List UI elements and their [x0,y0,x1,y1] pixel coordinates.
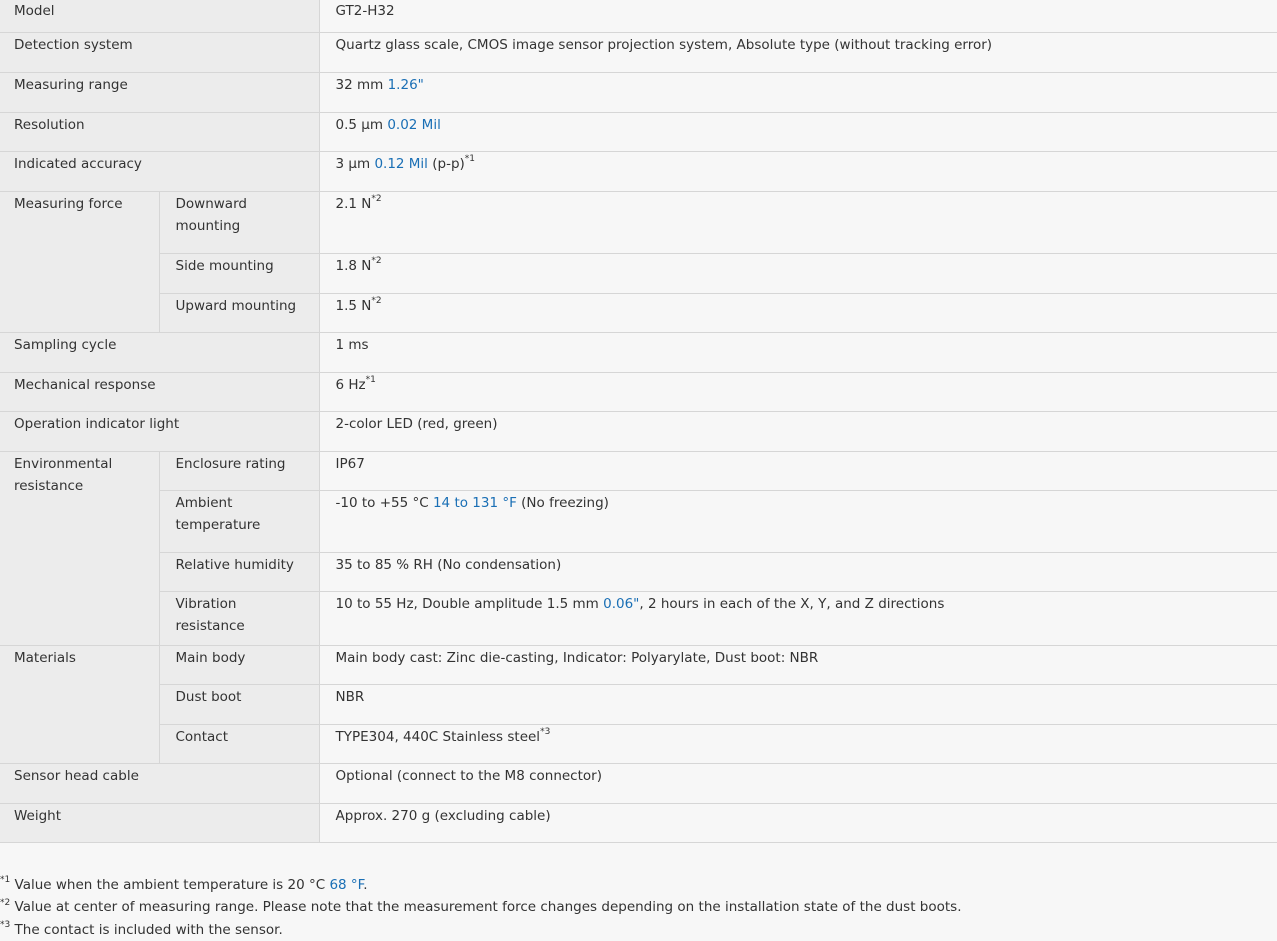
footnote-3-mark: *3 [0,920,10,930]
label-force-downward: Downward mounting [159,191,319,253]
label-sampling: Sampling cycle [0,332,319,372]
value-env-humidity: 35 to 85 % RH (No condensation) [319,552,1277,591]
footnote-2-text: Value at center of measuring range. Please note that the measurement force changes depending on the installation state of the dust boots. [15,899,962,915]
value-env-enclosure: IP67 [319,451,1277,490]
accuracy-imperial: 0.12 Mil [374,156,428,172]
value-mechanical [319,372,1277,411]
label-range: Measuring range [0,72,319,112]
footnote-1 [0,874,1277,897]
ambient-imperial: 14 to 131 °F [433,495,517,511]
accuracy-note: *1 [465,154,475,164]
row-force-downward [0,191,1277,253]
value-sampling: 1 ms [319,332,1277,372]
row-model [0,0,1277,32]
force-upward-note: *2 [371,296,381,306]
label-env: Environmental resistance [0,451,159,645]
label-detection: Detection system [0,32,319,72]
label-force-upward: Upward mounting [159,293,319,332]
footnote-3-text: The contact is included with the sensor. [15,922,283,938]
accuracy-suffix: (p-p) [432,156,465,172]
label-env-vibration: Vibration resistance [159,591,319,645]
value-resolution [319,112,1277,151]
label-mechanical: Mechanical response [0,372,319,411]
label-weight: Weight [0,803,319,842]
footnote-2 [0,896,1277,919]
label-model: Model [0,0,319,32]
value-weight: Approx. 270 g (excluding cable) [319,803,1277,842]
label-accuracy: Indicated accuracy [0,151,319,191]
row-env-ambient [0,490,1277,552]
vibration-metric: 10 to 55 Hz, Double amplitude 1.5 mm [336,596,599,612]
footnotes [0,874,1277,941]
accuracy-metric: 3 μm [336,156,371,172]
row-indicator [0,411,1277,451]
value-accuracy [319,151,1277,191]
ambient-metric: -10 to +55 °C [336,495,429,511]
row-env-vibration [0,591,1277,645]
footnote-1-end: . [363,877,367,893]
force-downward-text: 2.1 N [336,196,372,212]
contact-note: *3 [540,727,550,737]
label-cable: Sensor head cable [0,763,319,803]
label-env-enclosure: Enclosure rating [159,451,319,490]
row-materials-body [0,645,1277,684]
row-cable [0,763,1277,803]
force-side-note: *2 [371,256,381,266]
row-force-side [0,253,1277,293]
force-side-text: 1.8 N [336,258,372,274]
row-materials-boot [0,684,1277,724]
row-range [0,72,1277,112]
footnote-1-imperial: 68 °F [329,877,363,893]
vibration-imperial: 0.06" [603,596,639,612]
label-indicator: Operation indicator light [0,411,319,451]
range-metric: 32 mm [336,77,384,93]
value-cable: Optional (connect to the M8 connector) [319,763,1277,803]
range-imperial: 1.26" [388,77,424,93]
value-model: GT2-H32 [319,0,1277,32]
value-materials-body: Main body cast: Zinc die-casting, Indicator: Polyarylate, Dust boot: NBR [319,645,1277,684]
row-mechanical [0,372,1277,411]
value-force-side [319,253,1277,293]
mechanical-text: 6 Hz [336,377,366,393]
force-upward-text: 1.5 N [336,298,372,314]
row-detection [0,32,1277,72]
row-env-enclosure [0,451,1277,490]
contact-text: TYPE304, 440C Stainless steel [336,729,541,745]
row-weight [0,803,1277,842]
footnote-1-text: Value when the ambient temperature is 20 °C [15,877,326,893]
mechanical-note: *1 [366,375,376,385]
value-indicator: 2-color LED (red, green) [319,411,1277,451]
label-env-ambient: Ambient temperature [159,490,319,552]
label-materials-contact: Contact [159,724,319,763]
value-materials-boot: NBR [319,684,1277,724]
ambient-suffix: (No freezing) [521,495,609,511]
label-force-side: Side mounting [159,253,319,293]
label-materials: Materials [0,645,159,763]
row-force-upward [0,293,1277,332]
value-force-downward [319,191,1277,253]
footnote-2-mark: *2 [0,898,10,908]
row-accuracy [0,151,1277,191]
value-materials-contact [319,724,1277,763]
resolution-metric: 0.5 μm [336,117,384,133]
row-materials-contact [0,724,1277,763]
value-range [319,72,1277,112]
force-downward-note: *2 [371,194,381,204]
value-detection: Quartz glass scale, CMOS image sensor projection system, Absolute type (without tracking error) [319,32,1277,72]
vibration-suffix: , 2 hours in each of the X, Y, and Z directions [639,596,944,612]
value-force-upward [319,293,1277,332]
row-resolution [0,112,1277,151]
footnote-1-mark: *1 [0,875,10,885]
label-env-humidity: Relative humidity [159,552,319,591]
row-sampling [0,332,1277,372]
label-materials-body: Main body [159,645,319,684]
label-resolution: Resolution [0,112,319,151]
row-env-humidity [0,552,1277,591]
label-materials-boot: Dust boot [159,684,319,724]
value-env-ambient [319,490,1277,552]
resolution-imperial: 0.02 Mil [387,117,441,133]
value-env-vibration [319,591,1277,645]
label-force: Measuring force [0,191,159,332]
